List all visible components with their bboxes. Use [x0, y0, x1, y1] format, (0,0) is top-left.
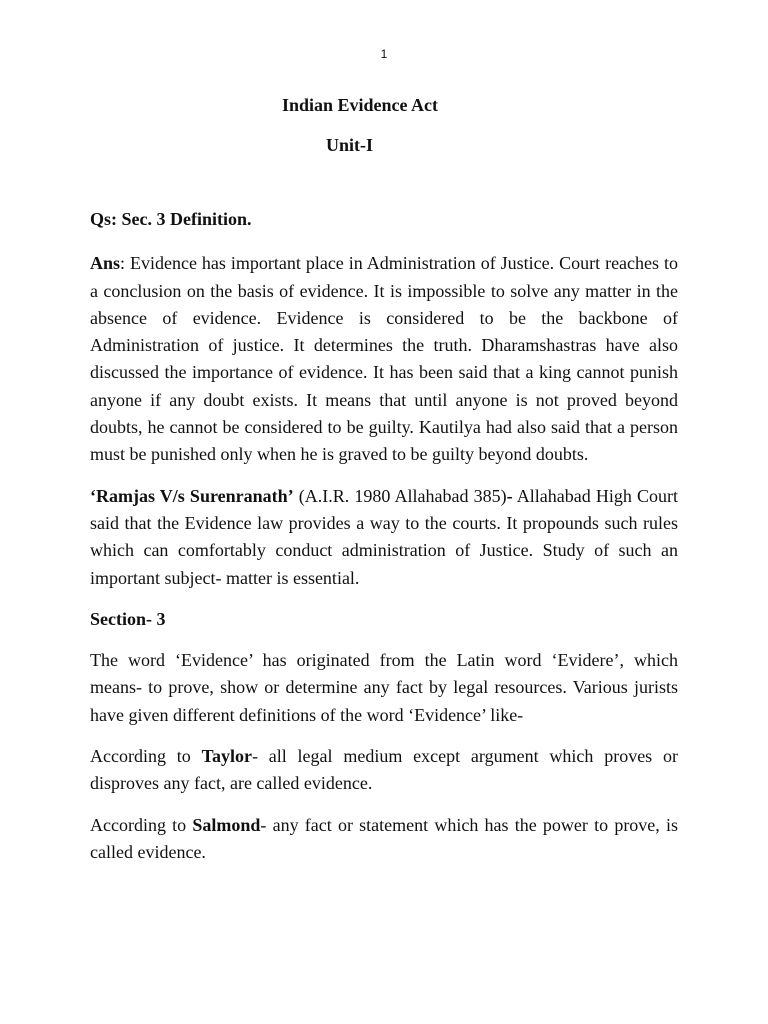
- answer-paragraph: [90, 250, 678, 468]
- case-dash: -: [506, 485, 513, 506]
- definition-salmond: [90, 812, 678, 867]
- case-name: ‘Ramjas V/s Surenranath’: [90, 485, 294, 506]
- unit-heading: Unit-I: [326, 135, 374, 155]
- section-intro-paragraph: The word ‘Evidence’ has originated from the Latin word ‘Evidere’, which means- to prove, show or determine any fact by legal resources. Various jurists have given different definitions of the word ‘Evidence’ like-: [90, 650, 678, 725]
- definition-text: - any fact or statement which has the power to prove, is called evidence.: [90, 814, 679, 862]
- document-title: Indian Evidence Act: [282, 95, 439, 115]
- answer-text: : Evidence has important place in Administration of Justice. Court reaches to a conclusion on the basis of evidence. It is impossible to solve any matter in the absence of evidence. Evidence is considered to be the backbone of Administration of justice. It determines the truth. Dharamshastras have also discussed the importance of evidence. It has been said that a king cannot punish anyone if any doubt exists. It means that until anyone is not proved beyond doubts, he cannot be considered to be guilty. Kautilya had also said that a person must be punished only when he is graved to be guilty beyond doubts.: [90, 253, 678, 465]
- document-body: [90, 206, 678, 880]
- jurist-name: Taylor: [201, 746, 252, 767]
- page-number: 1: [380, 47, 388, 61]
- section-heading: Section- 3: [90, 608, 166, 629]
- definition-prefix: According to: [90, 746, 202, 767]
- definition-text: - all legal medium except argument which proves or disproves any fact, are called evidence.: [90, 746, 678, 794]
- answer-label: Ans: [90, 253, 121, 274]
- jurist-name: Salmond: [192, 814, 261, 835]
- case-text: Allahabad High Court said that the Evidence law provides a way to the courts. It propounds such rules which can comfortably conduct administration of Justice. Study of such an important subject- matter is essential.: [90, 485, 678, 588]
- case-paragraph: [90, 483, 678, 592]
- question-heading: Qs: Sec. 3 Definition.: [90, 209, 252, 229]
- definition-prefix: According to: [90, 814, 193, 835]
- case-citation: (A.I.R. 1980 Allahabad 385): [293, 485, 507, 506]
- definition-taylor: [90, 743, 678, 798]
